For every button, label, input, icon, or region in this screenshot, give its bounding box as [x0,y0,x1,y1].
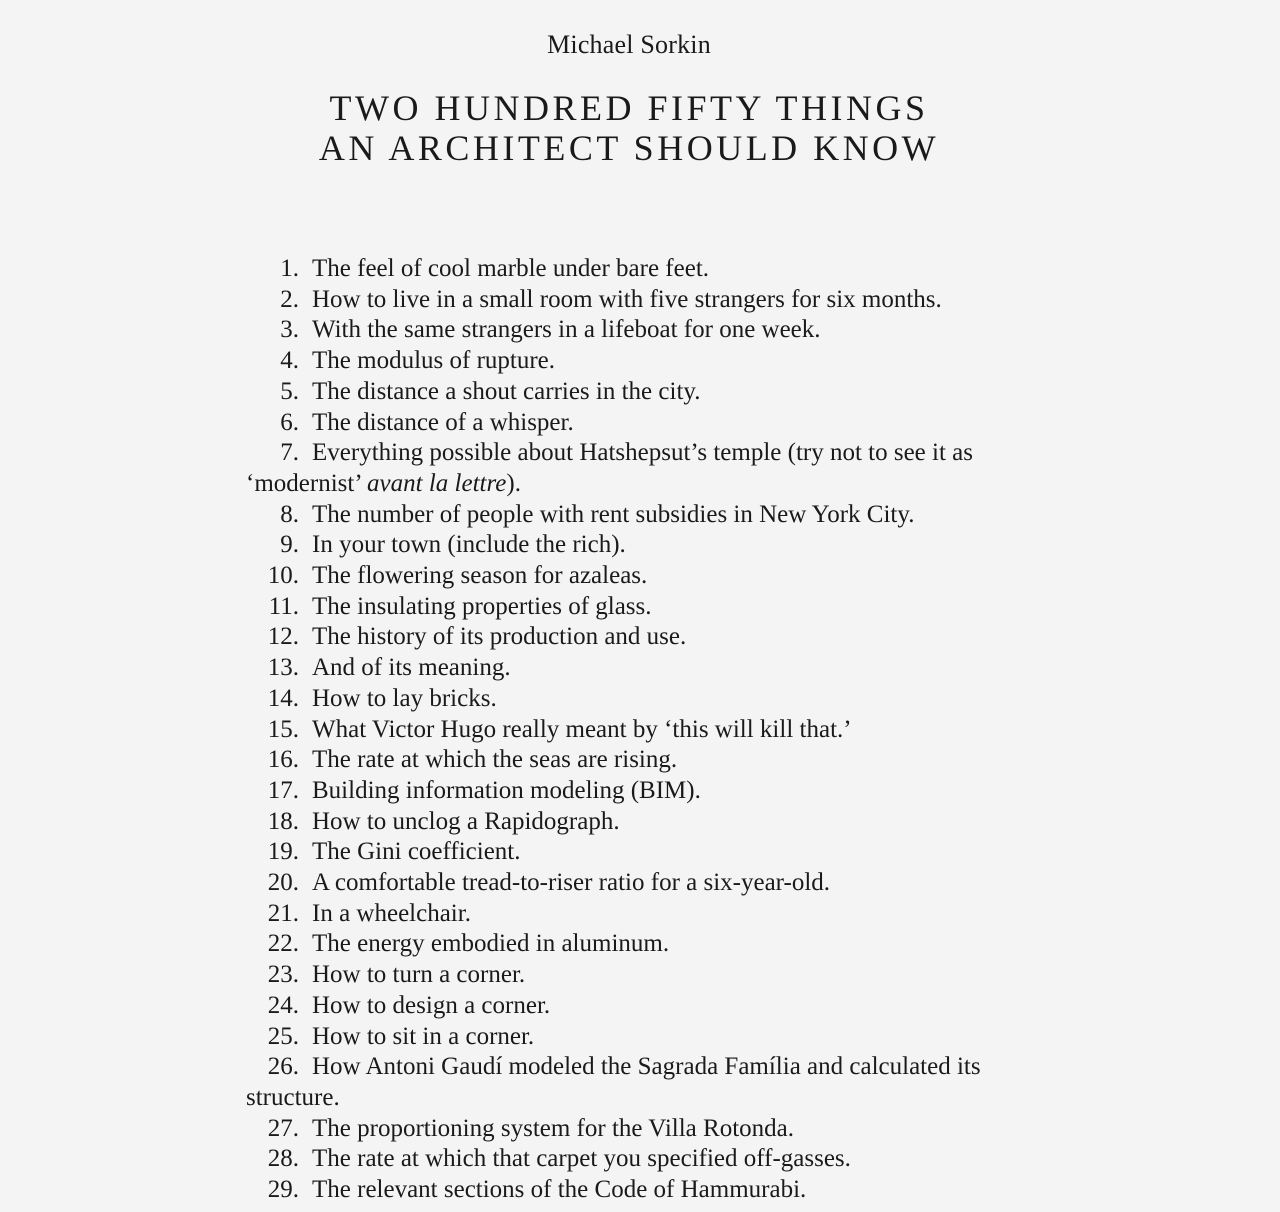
item-text-continued: structure. [246,1083,340,1111]
list-item [246,991,1026,1022]
item-text: The insulating properties of glass. [312,592,652,620]
list-item [246,592,1026,623]
item-number: 14. [267,684,299,712]
item-text: In your town (include the rich). [312,531,626,559]
list-item [246,622,1026,653]
item-text: The relevant sections of the Code of Hammurabi. [312,1176,807,1204]
item-number: 6. [280,408,299,436]
title-line-1: TWO HUNDRED FIFTY THINGS [329,88,929,128]
page-title [0,88,1258,168]
item-text: The distance of a whisper. [312,408,574,436]
item-text: The feel of cool marble under bare feet. [312,255,710,282]
list-item [246,254,1026,285]
list-item [246,408,1026,439]
item-number: 25. [267,1022,299,1050]
list-item [246,346,1026,377]
item-text-continued: ‘modernist’ [246,469,368,497]
list-item [246,315,1026,346]
list-item [246,868,1026,899]
item-text: The history of its production and use. [312,623,687,651]
item-text: How to lay bricks. [312,684,497,712]
item-text: The rate at which the seas are rising. [312,746,678,774]
item-text-italic: avant la lettre [367,469,507,497]
item-number: 3. [280,316,299,344]
item-text: The energy embodied in aluminum. [312,930,670,958]
item-text: How to turn a corner. [312,961,526,989]
list-item [246,377,1026,408]
item-text: Everything possible about Hatshepsut’s temple (try not to see it as [312,439,973,467]
list-item [246,561,1026,592]
list-item [246,1175,1026,1206]
item-text: How to sit in a corner. [312,1022,535,1050]
item-number: 12. [267,623,299,651]
item-number: 27. [267,1114,299,1142]
list-item [246,684,1026,715]
list-item [246,1052,1026,1113]
item-number: 24. [267,991,299,1019]
item-text: The number of people with rent subsidies in New York City. [312,500,915,528]
item-text: How to unclog a Rapidograph. [312,807,620,835]
item-text: What Victor Hugo really meant by ‘this will kill that.’ [312,715,852,743]
list-item [246,653,1026,684]
list-item [246,929,1026,960]
item-number: 4. [280,347,299,375]
item-number: 18. [267,807,299,835]
item-text: The rate at which that carpet you specified off-gasses. [312,1145,851,1173]
list-item [246,715,1026,746]
item-text: In a wheelchair. [312,899,471,927]
item-number: 13. [267,654,299,682]
item-number: 19. [267,838,299,866]
item-number: 15. [267,715,299,743]
item-number: 9. [280,531,299,559]
item-number: 26. [267,1053,299,1081]
item-number: 7. [280,439,299,467]
item-number: 10. [267,562,299,590]
list-item [246,1114,1026,1145]
item-number: 28. [267,1145,299,1173]
item-number: 23. [267,961,299,989]
list-item [246,899,1026,930]
item-text: How Antoni Gaudí modeled the Sagrada Família and calculated its [312,1053,981,1081]
item-text: And of its meaning. [312,654,511,682]
item-text: The proportioning system for the Villa Rotonda. [312,1114,794,1142]
item-number: 8. [280,500,299,528]
numbered-list [246,254,1026,1206]
item-text: With the same strangers in a lifeboat for one week. [312,316,821,344]
list-item [246,960,1026,991]
item-number: 5. [280,377,299,405]
item-number: 20. [267,869,299,897]
list-item [246,807,1026,838]
item-number: 29. [267,1176,299,1204]
list-item [246,500,1026,531]
item-text: Building information modeling (BIM). [312,776,701,804]
item-text: The distance a shout carries in the city. [312,377,701,405]
list-item [246,1144,1026,1175]
list-item [246,285,1026,316]
title-line-2: AN ARCHITECT SHOULD KNOW [318,128,940,168]
item-text: The Gini coefficient. [312,838,521,866]
list-item [246,776,1026,807]
item-text: A comfortable tread-to-riser ratio for a six-year-old. [312,869,831,897]
item-text: The flowering season for azaleas. [312,562,648,590]
list-item [246,745,1026,776]
list-item [246,1022,1026,1053]
item-text: How to live in a small room with five strangers for six months. [312,285,942,313]
item-text-end: ). [506,469,521,497]
item-number: 11. [268,592,299,620]
list-item [246,530,1026,561]
author-name: Michael Sorkin [547,30,711,59]
item-number: 2. [280,285,299,313]
item-number: 16. [267,746,299,774]
item-number: 21. [267,899,299,927]
item-text: How to design a corner. [312,991,551,1019]
item-number: 17. [267,776,299,804]
item-text: The modulus of rupture. [312,347,556,375]
item-number: 22. [267,930,299,958]
list-item [246,837,1026,868]
item-number: 1. [280,255,299,282]
list-item [246,438,1026,499]
